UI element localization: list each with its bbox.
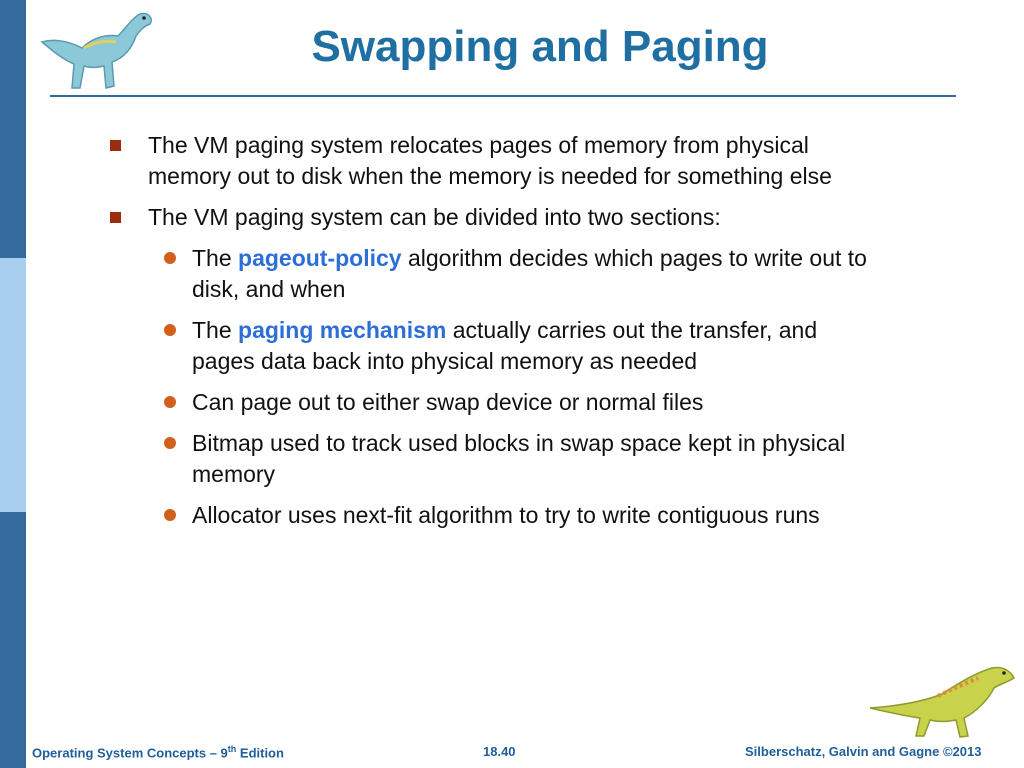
slide-title: Swapping and Paging (311, 22, 769, 71)
square-bullet-icon (110, 212, 121, 223)
round-bullet-icon (164, 324, 176, 336)
footer-page-number: 18.40 (483, 744, 516, 759)
title-divider (50, 95, 956, 97)
highlight-term: pageout-policy (238, 245, 402, 271)
sidebar-segment-bottom (0, 512, 26, 768)
sub-bullet-pre: The (192, 317, 239, 343)
sub-bullet-post: algorithm decides which pages to write out to disk, and when (192, 245, 867, 302)
footer-book-title-main: Operating System Concepts – 9 (32, 745, 228, 761)
round-bullet-icon (164, 437, 176, 449)
sidebar-segment-middle (0, 258, 26, 512)
footer-book-title-tail: Edition (236, 745, 284, 761)
sub-bullet-text: Allocator uses next-fit algorithm to try to write contiguous runs (192, 502, 820, 528)
footer-copyright: Silberschatz, Galvin and Gagne ©2013 (745, 744, 982, 759)
sub-bullet-item (154, 428, 870, 490)
left-sidebar-bar (0, 0, 26, 768)
sub-bullet-item (154, 315, 870, 377)
highlight-term: paging mechanism (238, 317, 447, 343)
sub-bullet-text: Can page out to either swap device or normal files (192, 389, 704, 415)
square-bullet-icon (110, 140, 121, 151)
round-bullet-icon (164, 509, 176, 521)
sub-bullet-pre: The (192, 245, 239, 271)
sub-bullet-item (154, 387, 870, 418)
bullet-text: The VM paging system relocates pages of memory from physical memory out to disk when the memory is needed for something else (148, 132, 832, 189)
dinosaur-icon (36, 8, 158, 96)
round-bullet-icon (164, 252, 176, 264)
footer-edition-sup: th (227, 744, 237, 754)
sub-bullet-text: Bitmap used to track used blocks in swap space kept in physical memory (192, 430, 846, 487)
bullet-item (110, 202, 870, 233)
sidebar-segment-top (0, 0, 26, 258)
dinosaur-icon (868, 660, 1018, 740)
bullet-item (110, 130, 870, 192)
sub-bullet-item (154, 243, 870, 305)
sub-bullet-item (154, 500, 870, 531)
footer-book-title (32, 744, 284, 764)
bullet-text: The VM paging system can be divided into two sections: (148, 204, 721, 230)
slide-content (110, 130, 870, 541)
round-bullet-icon (164, 396, 176, 408)
sub-bullet-post: actually carries out the transfer, and pages data back into physical memory as needed (192, 317, 818, 374)
